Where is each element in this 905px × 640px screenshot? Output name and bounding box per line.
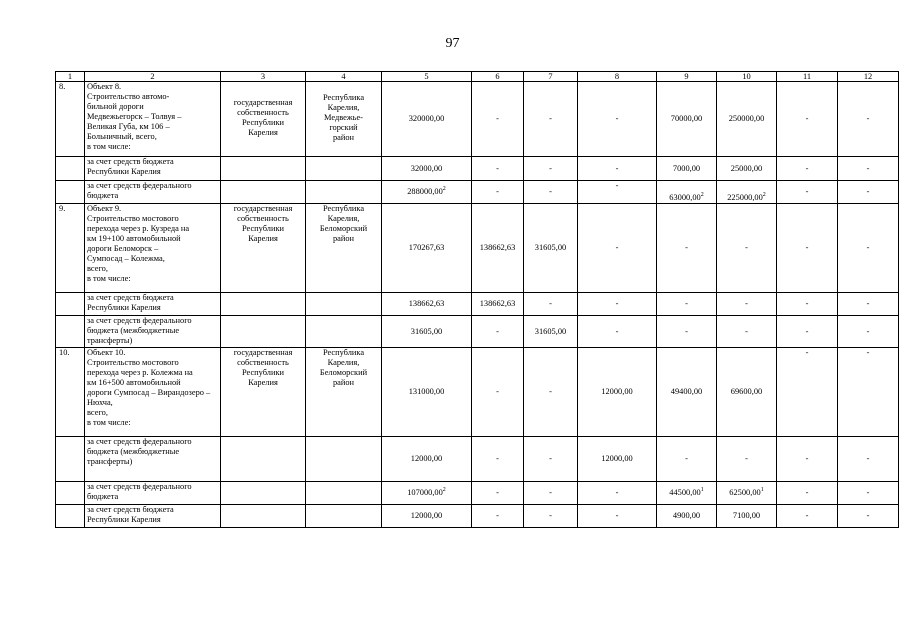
- table-row: [56, 316, 899, 348]
- value-cell: 12000,00: [382, 437, 472, 482]
- row-number: 8.: [56, 82, 85, 157]
- column-number: 6: [472, 72, 524, 82]
- value-cell: 138662,63: [382, 293, 472, 316]
- region: [306, 316, 382, 348]
- column-number: 3: [221, 72, 306, 82]
- value-cell: 44500,00$^1$: [657, 482, 717, 505]
- value-cell: -: [838, 482, 899, 505]
- value-cell: -: [838, 293, 899, 316]
- value-cell: 7100,00: [717, 505, 777, 528]
- value-cell: -: [524, 181, 578, 204]
- value-cell: 12000,00: [578, 348, 657, 437]
- page-number: 97: [445, 36, 460, 51]
- ownership: [221, 505, 306, 528]
- value-cell: 25000,00: [717, 157, 777, 181]
- value-cell: -: [717, 316, 777, 348]
- column-number: 12: [838, 72, 899, 82]
- column-number: 7: [524, 72, 578, 82]
- value-cell: -: [472, 437, 524, 482]
- value-cell: -: [777, 204, 838, 293]
- table-row: [56, 482, 899, 505]
- value-cell: 138662,63: [472, 293, 524, 316]
- value-cell: -: [578, 157, 657, 181]
- value-cell: -: [777, 157, 838, 181]
- value-cell: -: [777, 348, 838, 437]
- region: [306, 505, 382, 528]
- value-cell: 31605,00: [382, 316, 472, 348]
- value-cell: -: [838, 82, 899, 157]
- region: Республика Карелия, Беломорский район: [306, 204, 382, 293]
- value-cell: -: [838, 157, 899, 181]
- row-number: [56, 437, 85, 482]
- row-number: 10.: [56, 348, 85, 437]
- column-number: 2: [85, 72, 221, 82]
- row-number: [56, 157, 85, 181]
- table-row: [56, 82, 899, 157]
- table-row: [56, 348, 899, 437]
- value-cell: -: [838, 437, 899, 482]
- table-row: [56, 437, 899, 482]
- region: [306, 437, 382, 482]
- object-name: за счет средств федерального бюджета (межбюджетные трансферты): [85, 316, 221, 348]
- value-cell: -: [524, 437, 578, 482]
- value-cell: -: [578, 82, 657, 157]
- object-name: за счет средств федерального бюджета: [85, 181, 221, 204]
- region: [306, 157, 382, 181]
- value-cell: 320000,00: [382, 82, 472, 157]
- value-cell: 12000,00: [578, 437, 657, 482]
- value-cell: -: [777, 316, 838, 348]
- value-cell: 69600,00: [717, 348, 777, 437]
- column-number: 8: [578, 72, 657, 82]
- value-cell: 63000,00$^2$: [657, 181, 717, 204]
- value-cell: -: [717, 204, 777, 293]
- value-cell: -: [838, 348, 899, 437]
- value-cell: 107000,00$^2$: [382, 482, 472, 505]
- value-cell: -: [472, 348, 524, 437]
- row-number: [56, 293, 85, 316]
- ownership: [221, 157, 306, 181]
- ownership: [221, 293, 306, 316]
- value-cell: -: [578, 505, 657, 528]
- value-cell: -: [578, 204, 657, 293]
- object-name: Объект 9. Строительство мостового перехода через р. Кузреда на км 19+100 автомобильной дороги Беломорск – Сумпосад – Колежма, всего, в том числе:: [85, 204, 221, 293]
- value-cell: -: [717, 437, 777, 482]
- table-row: [56, 293, 899, 316]
- value-cell: -: [472, 482, 524, 505]
- value-cell: -: [524, 482, 578, 505]
- value-cell: 225000,00$^2$: [717, 181, 777, 204]
- region: [306, 293, 382, 316]
- value-cell: -: [657, 316, 717, 348]
- column-number: 5: [382, 72, 472, 82]
- value-cell: 70000,00: [657, 82, 717, 157]
- ownership: [221, 437, 306, 482]
- value-cell: 250000,00: [717, 82, 777, 157]
- value-cell: -: [657, 437, 717, 482]
- object-name: за счет средств федерального бюджета (межбюджетные трансферты): [85, 437, 221, 482]
- object-name: за счет средств бюджета Республики Карелия: [85, 157, 221, 181]
- value-cell: -: [777, 482, 838, 505]
- table-row: [56, 505, 899, 528]
- value-cell: -: [524, 157, 578, 181]
- value-cell: -: [657, 204, 717, 293]
- value-cell: -: [472, 316, 524, 348]
- value-cell: -: [472, 181, 524, 204]
- region: [306, 482, 382, 505]
- value-cell: -: [657, 293, 717, 316]
- value-cell: -: [472, 82, 524, 157]
- value-cell: 31605,00: [524, 204, 578, 293]
- value-cell: -: [524, 82, 578, 157]
- table-row: [56, 181, 899, 204]
- object-name: за счет средств бюджета Республики Карелия: [85, 505, 221, 528]
- value-cell: -: [777, 293, 838, 316]
- value-cell: 7000,00: [657, 157, 717, 181]
- value-cell: -: [777, 181, 838, 204]
- value-cell: -: [578, 482, 657, 505]
- ownership: государственная собственность Республики Карелия: [221, 204, 306, 293]
- value-cell: -: [838, 316, 899, 348]
- value-cell: 32000,00: [382, 157, 472, 181]
- column-number: 1: [56, 72, 85, 82]
- value-cell: 62500,00$^1$: [717, 482, 777, 505]
- value-cell: -: [838, 204, 899, 293]
- ownership: государственная собственность Республики Карелия: [221, 82, 306, 157]
- object-name: Объект 10. Строительство мостового перехода через р. Колежма на км 16+500 автомобильной дороги Сумпосад – Вирандозеро – Нюхча, всего, в том числе:: [85, 348, 221, 437]
- value-cell: -: [524, 348, 578, 437]
- value-cell: -: [838, 181, 899, 204]
- value-cell: 170267,63: [382, 204, 472, 293]
- value-cell: 12000,00: [382, 505, 472, 528]
- row-number: [56, 316, 85, 348]
- value-cell: -: [777, 437, 838, 482]
- value-cell: -: [578, 316, 657, 348]
- object-name: за счет средств федерального бюджета: [85, 482, 221, 505]
- value-cell: -: [777, 505, 838, 528]
- ownership: государственная собственность Республики Карелия: [221, 348, 306, 437]
- region: Республика Карелия, Медвежье- горский район: [306, 82, 382, 157]
- column-number: 4: [306, 72, 382, 82]
- column-number: 10: [717, 72, 777, 82]
- table-row: [56, 157, 899, 181]
- value-cell: -: [472, 505, 524, 528]
- table-row: [56, 204, 899, 293]
- value-cell: -: [578, 293, 657, 316]
- region: Республика Карелия, Беломорский район: [306, 348, 382, 437]
- value-cell: 4900,00: [657, 505, 717, 528]
- budget-table: [55, 71, 899, 528]
- value-cell: -: [717, 293, 777, 316]
- value-cell: 138662,63: [472, 204, 524, 293]
- ownership: [221, 181, 306, 204]
- value-cell: 49400,00: [657, 348, 717, 437]
- value-cell: -: [472, 157, 524, 181]
- object-name: Объект 8. Строительство автомо- бильной дороги Медвежьегорск – Толвуя – Великая Губа, км 106 – Больничный, всего, в том числе:: [85, 82, 221, 157]
- column-number-row: [56, 72, 899, 82]
- value-cell: 31605,00: [524, 316, 578, 348]
- object-name: за счет средств бюджета Республики Карелия: [85, 293, 221, 316]
- column-number: 9: [657, 72, 717, 82]
- row-number: [56, 482, 85, 505]
- value-cell: -: [524, 293, 578, 316]
- value-cell: 288000,00$^2$: [382, 181, 472, 204]
- value-cell: 131000,00: [382, 348, 472, 437]
- value-cell: -: [578, 181, 657, 204]
- value-cell: -: [777, 82, 838, 157]
- value-cell: -: [838, 505, 899, 528]
- column-number: 11: [777, 72, 838, 82]
- row-number: [56, 505, 85, 528]
- value-cell: -: [524, 505, 578, 528]
- region: [306, 181, 382, 204]
- ownership: [221, 316, 306, 348]
- ownership: [221, 482, 306, 505]
- row-number: 9.: [56, 204, 85, 293]
- row-number: [56, 181, 85, 204]
